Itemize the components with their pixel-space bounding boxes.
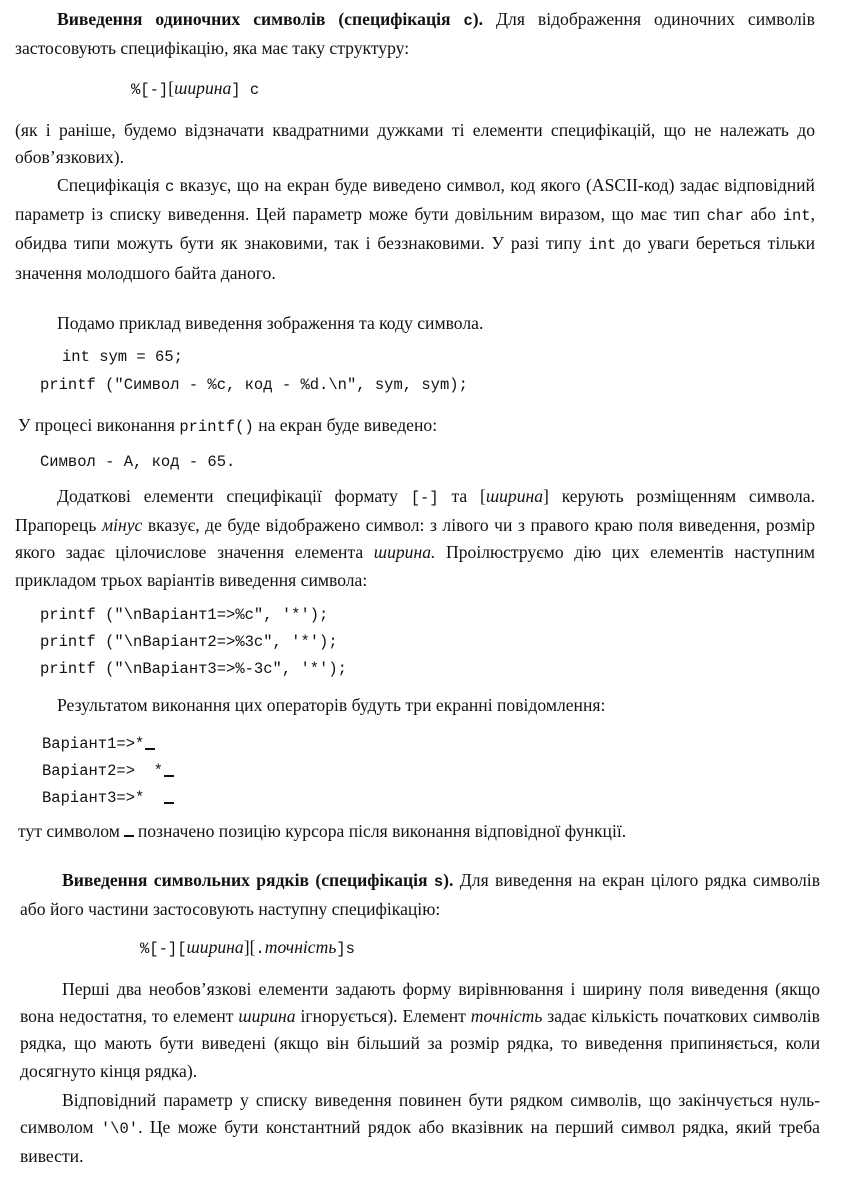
code-line-4: printf ("\nВаріант2=>%3c", '*'); bbox=[40, 633, 338, 651]
section1-syntax: %[-][ширина] c bbox=[131, 78, 260, 99]
section1-paragraph-7: тут символом позначено позицію курсора після виконання відповідної функції. bbox=[18, 821, 627, 841]
code-line-3: printf ("\nВаріант1=>%c", '*'); bbox=[40, 606, 329, 624]
section2-heading: Виведення символьних рядків (специфікація s). bbox=[62, 870, 454, 891]
section1-note: (як і раніше, будемо відзначати квадратними дужками ті елементи специфікацій, що не належать до обов’язкових). bbox=[15, 120, 815, 168]
section1-paragraph-2: Специфікація c вказує, що на екран буде виведено символ, код якого (ASCII-код) задає відповідний параметр із списку виведення. Цей параметр може бути довільним виразом, що має тип char або int, обидва типи можуть бути як знаковими, так і беззнаковими. У разі типу int до уваги береться тільки значення молодшого байта даного. bbox=[15, 175, 815, 283]
output-variant-1: Варіант1=>* bbox=[42, 733, 155, 755]
cursor-marker bbox=[164, 765, 174, 777]
section1-paragraph-6: Результатом виконання цих операторів будуть три екранні повідомлення: bbox=[57, 695, 606, 715]
section2-paragraph-1: Перші два необов’язкові елементи задають форму вирівнювання і ширину поля виведення (якщо вона недостатня, то елемент ширина ігнорується). Елемент точність задає кількість початкових символів рядка, що мають бути виведені (якщо він більший за розмір рядка, то виведення припиняється, коли досягнуто кінця рядка). bbox=[20, 979, 820, 1081]
cursor-marker bbox=[164, 792, 174, 804]
section1-paragraph-4: У процесі виконання printf() на екран буде виведено: bbox=[18, 415, 438, 436]
code-line-1: int sym = 65; bbox=[62, 348, 183, 366]
section1-heading: Виведення одиночних символів (специфікація c). bbox=[57, 9, 484, 30]
cursor-marker bbox=[145, 738, 155, 750]
output-variant-3: Варіант3=>* bbox=[42, 787, 174, 809]
section1-paragraph-3: Подамо приклад виведення зображення та коду символа. bbox=[57, 313, 484, 333]
code-line-5: printf ("\nВаріант3=>%-3c", '*'); bbox=[40, 660, 347, 678]
section2-syntax: %[-][ширина][.точність]s bbox=[140, 937, 355, 958]
section1-intro-paragraph: Виведення одиночних символів (специфікація c). Для відображення одиночних символів застосовують специфікацію, яка має таку структуру: bbox=[15, 9, 815, 59]
cursor-marker bbox=[124, 829, 134, 837]
code-line-2: printf ("Символ - %c, код - %d.\n", sym, sym); bbox=[40, 376, 468, 394]
section1-paragraph-5: Додаткові елементи специфікації формату [-] та [ширина] керують розміщенням символа. Прапорець мінус вказує, де буде відображено символ: з лівого чи з правого краю поля виведення, розмір якого задає цілочислове значення елемента ширина. Проілюструємо дію цих елементів наступним прикладом трьох варіантів виведення символа: bbox=[15, 486, 815, 590]
section2-paragraph-2: Відповідний параметр у списку виведення повинен бути рядком символів, що закінчується нуль-символом '\0'. Це може бути константний рядок або вказівник на перший символ рядка, який треба вивести. bbox=[20, 1090, 820, 1167]
section2-intro-paragraph: Виведення символьних рядків (специфікація s). Для виведення на екран цілого рядка символів або його частини застосовують наступну специфікацію: bbox=[20, 870, 820, 920]
output-line-1: Символ - A, код - 65. bbox=[40, 453, 236, 471]
output-variant-2: Варіант2=> * bbox=[42, 760, 174, 782]
